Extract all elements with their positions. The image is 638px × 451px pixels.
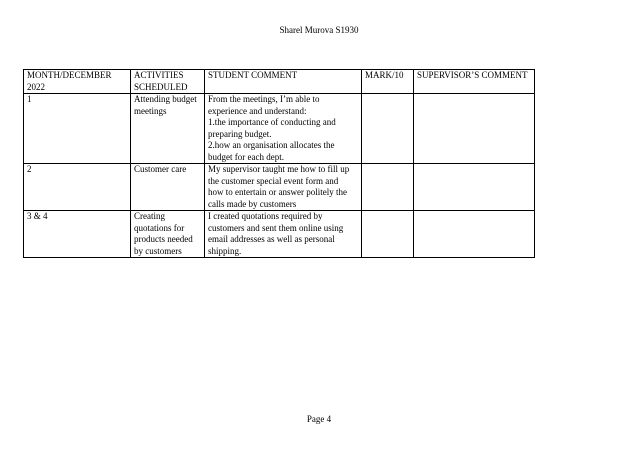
- cell-line: From the meetings, I’m able to: [208, 94, 320, 104]
- cell-student-comment: [205, 94, 362, 164]
- cell-line: Creating: [134, 211, 165, 221]
- cell-line: Attending budget: [134, 94, 197, 104]
- header-supervisor-comment-line: SUPERVISOR’S COMMENT: [417, 70, 528, 80]
- cell-line: quotations for: [134, 222, 185, 233]
- cell-line: budget for each dept.: [208, 151, 284, 162]
- cell-line: customers and sent them online using: [208, 222, 344, 233]
- cell-month: [24, 164, 131, 211]
- header-student-comment-line: STUDENT COMMENT: [208, 70, 298, 80]
- header-mark: [362, 70, 414, 94]
- header-month-line: 2022: [27, 81, 45, 92]
- cell-line: 1.the importance of conducting and: [208, 117, 336, 127]
- header-activities-line: SCHEDULED: [134, 81, 188, 92]
- cell-line: shipping.: [208, 245, 242, 256]
- cell-line: I created quotations required by: [208, 211, 323, 221]
- cell-student-comment: [205, 211, 362, 258]
- header-activities-line: ACTIVITIES: [134, 70, 184, 80]
- cell-line: My supervisor taught me how to fill up: [208, 164, 350, 174]
- cell-supervisor-comment: [414, 164, 535, 211]
- header-supervisor-comment: [414, 70, 535, 94]
- cell-line: preparing budget.: [208, 128, 272, 139]
- header-mark-line: MARK/10: [365, 70, 404, 80]
- table-header-row: [24, 70, 535, 94]
- cell-line: 1: [27, 94, 32, 104]
- cell-activities: [131, 164, 205, 211]
- page-number: Page 4: [306, 414, 332, 424]
- cell-line: 2.how an organisation allocates the: [208, 140, 335, 150]
- cell-line: calls made by customers: [208, 198, 297, 209]
- cell-line: by customers: [134, 245, 182, 256]
- cell-activities: [131, 211, 205, 258]
- cell-mark: [362, 94, 414, 164]
- cell-line: products needed: [134, 234, 193, 244]
- cell-line: how to entertain or answer politely the: [208, 187, 347, 197]
- cell-line: the customer special event form and: [208, 175, 339, 186]
- cell-activities: [131, 94, 205, 164]
- cell-line: email addresses as well as personal: [208, 234, 335, 244]
- cell-student-comment: [205, 164, 362, 211]
- header-month-line: MONTH/DECEMBER: [27, 70, 112, 80]
- cell-month: [24, 211, 131, 258]
- table-row: [24, 94, 535, 164]
- activity-log-table: [23, 69, 535, 258]
- header-activities: [131, 70, 205, 94]
- cell-supervisor-comment: [414, 94, 535, 164]
- page-header-title: Sharel Murova S1930: [279, 25, 359, 35]
- cell-line: 3 & 4: [27, 211, 48, 221]
- header-month: [24, 70, 131, 94]
- cell-line: Customer care: [134, 164, 187, 174]
- cell-month: [24, 94, 131, 164]
- table-row: [24, 164, 535, 211]
- table-row: [24, 211, 535, 258]
- cell-mark: [362, 164, 414, 211]
- cell-line: meetings: [134, 105, 167, 116]
- cell-supervisor-comment: [414, 211, 535, 258]
- cell-line: experience and understand:: [208, 105, 307, 116]
- cell-line: 2: [27, 164, 32, 174]
- cell-mark: [362, 211, 414, 258]
- header-student-comment: [205, 70, 362, 94]
